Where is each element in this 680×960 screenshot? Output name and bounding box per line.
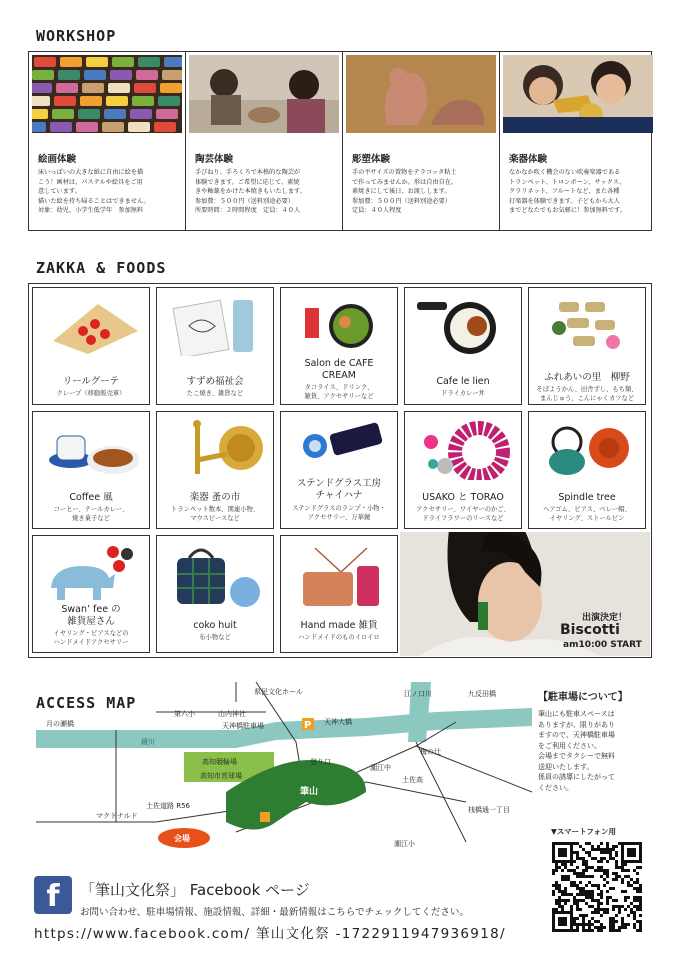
leather-bag-image <box>291 544 387 604</box>
map-label: 会場 <box>174 834 190 843</box>
vendor-card <box>156 411 274 529</box>
vendor-card <box>280 535 398 653</box>
vendor-card <box>32 411 150 529</box>
map-label: 筆山 <box>300 787 319 797</box>
vendor-card <box>156 287 274 405</box>
sushi-image <box>539 296 635 356</box>
map-label: 月の瀬橋 <box>46 720 74 728</box>
vendor-desc: ドライカレー丼 <box>441 390 485 397</box>
vendor-name: Spindle tree <box>558 492 616 503</box>
facebook-title: 「筆山文化祭」 Facebook ページ <box>80 881 310 899</box>
map-label: 九反田橋 <box>468 690 496 698</box>
access-heading: ACCESS MAP <box>36 694 137 712</box>
vendor-card <box>528 411 646 529</box>
parking-title: 【駐車場について】 <box>538 692 628 703</box>
map-label: 高知市営球場 <box>200 772 242 780</box>
crepe-image <box>43 296 139 356</box>
vendor-name: リールグーテ <box>62 376 120 387</box>
vendor-name: coko huit <box>193 620 237 631</box>
map-label: 桟橋通一丁目 <box>468 806 510 814</box>
vendor-name: Cafe le lien <box>436 376 490 387</box>
svg-text:P: P <box>304 720 312 731</box>
workshop-item <box>343 52 500 230</box>
sculpture-photo <box>346 55 496 133</box>
map-label: 登り口 <box>310 758 331 766</box>
workshop-title: 陶芸体験 <box>195 154 234 165</box>
vendor-desc: イヤリング・ピアスなどの ハンドメイドアクセサリー <box>53 630 129 646</box>
vendor-card <box>32 287 150 405</box>
vendor-desc: ヘアゴム、ピアス、ベレー帽、 イヤリング、ストールピン <box>543 506 631 522</box>
workshop-title: 絵画体験 <box>38 154 77 165</box>
smartphone-label: ▼スマートフォン用 <box>551 827 617 836</box>
vendor-desc: コーヒー、テールカレー、 焼き菓子など <box>53 506 129 522</box>
performer-name: Biscotti <box>560 622 620 638</box>
performer-photo <box>400 532 650 656</box>
parking-info <box>538 688 656 793</box>
vendor-desc: ハンドメイドのものイロイロ <box>298 634 380 641</box>
workshop-heading: WORKSHOP <box>36 27 117 45</box>
vendor-desc: 布小物など <box>199 634 231 641</box>
vendor-name: すずめ福祉会 <box>186 376 244 387</box>
map-label: 第六小 <box>174 710 195 718</box>
workshop-desc: 手の平サイズの置物をテラコッタ粘土 で作ってみませんか。形は自由自在。 素焼きにして後日、お渡しします。 参加費：５００円（送料別途必要） 定員：４０人程度 <box>352 169 458 215</box>
vendor-name: Swan’ fee の 雑貨屋さん <box>61 604 121 627</box>
map-label: 潮江小 <box>394 840 415 848</box>
performer-time: am10:00 START <box>563 640 642 650</box>
map-label: 梅の辻 <box>420 748 441 756</box>
map-label: マクドナルド <box>96 812 138 820</box>
vendor-desc: タコライス、ドリンク、 雑貨、アクセサリーなど <box>304 384 374 400</box>
parking-body: 筆山にも駐車スペースは ありますが、限りがあり ますので、天神橋駐車場 をご利用ください。 会場までタクシーで無料 送迎いたします。 係員の誘導にしたがって ください。 <box>538 710 615 792</box>
vendor-name: Coffee 風 <box>69 492 113 503</box>
vendor-name: Salon de CAFE CREAM <box>304 358 374 381</box>
vendor-desc: アクセサリー、ワイヤーのかご、 ドライフラワーのリースなど <box>416 506 510 522</box>
stained-glass-image <box>291 420 387 464</box>
pottery-photo <box>189 55 339 133</box>
map-label: 鏡川 <box>141 738 155 746</box>
vendor-card <box>404 287 522 405</box>
pastels-photo <box>32 55 182 133</box>
workshop-title: 彫塑体験 <box>352 154 391 165</box>
trumpet-kids-photo <box>503 55 653 133</box>
map-label: 天神橋駐車場 <box>222 722 264 730</box>
vendor-name: ステンドグラス工房 チャイハナ <box>296 478 382 501</box>
vendor-card <box>280 287 398 405</box>
vendor-name: USAKO と TORAO <box>422 492 504 503</box>
coffee-curry-image <box>43 420 139 480</box>
dry-curry-image <box>415 296 511 356</box>
fabric-bags-image <box>167 544 263 604</box>
sparrow-goods-image <box>167 296 263 356</box>
vendor-card <box>156 535 274 653</box>
map-label: 江ノ口川 <box>404 690 432 698</box>
beret-image <box>539 420 635 480</box>
workshop-panel <box>28 51 652 231</box>
rhino-figure-image <box>43 544 139 604</box>
vendor-name: Hand made 雑貨 <box>300 620 378 631</box>
workshop-desc: 床いっぱいの大きな紙に自由に絵を描 こう！画材は、パステルや絵具をご用 意しています。 描いた絵を持ち帰ることはできません。 対象：幼児、小学生低学年 参加無料 <box>38 169 150 215</box>
qr-code[interactable] <box>552 842 642 932</box>
map-label: 土佐道路 R56 <box>146 802 190 810</box>
vendor-desc: クレープ（移動販売車） <box>56 390 126 397</box>
vendor-desc: トランペット数本、関連小物、 マウスピースなど <box>170 506 260 522</box>
performer-label: 出演決定！ <box>582 613 628 623</box>
workshop-desc: 手びねり、手ろくろで本格的な陶芸が 体験できます。ご希望に応じて、素焼 きや釉薬をかけた本焼きもいたします。 参加費：５００円（送料別途必要） 所要時間：２時間程度 定員：４０人 <box>195 169 306 215</box>
vendor-card <box>528 287 646 405</box>
vendor-desc: ステンドグラスのランプ・小物・ アクセサリー、万華鏡 <box>292 505 386 521</box>
workshop-item <box>186 52 343 230</box>
facebook-subtitle: お問い合わせ、駐車場情報、施設情報、詳細・最新情報はこちらでチェックしてください。 <box>80 907 469 918</box>
facebook-logo-icon[interactable]: f <box>34 876 72 914</box>
vendor-desc: たこ焼き、雑貨など <box>186 390 244 397</box>
map-label: 県民文化ホール <box>254 688 303 696</box>
vendor-desc: そばようかん、田舎ずし、もち類、 まんじゅう、こんにゃくカツなど <box>536 386 638 402</box>
taco-rice-image <box>291 296 387 348</box>
facebook-url-link[interactable]: https://www.facebook.com/ 筆山文化祭 -1722911947936918/ <box>34 926 506 942</box>
zakka-heading: ZAKKA & FOODS <box>36 259 167 277</box>
access-map <box>36 682 532 860</box>
workshop-item <box>29 52 186 230</box>
workshop-title: 楽器体験 <box>509 154 548 165</box>
workshop-item <box>500 52 656 230</box>
wreath-image <box>415 420 511 480</box>
vendor-card <box>32 535 150 653</box>
vendor-name: ふれあいの里 柳野 <box>544 372 630 383</box>
workshop-desc: なかなか吹く機会のない吹奏楽器である トランペット、トロンボーン、サックス、 クラリネット、フルートなど、また各種 打楽器を体験できます。子どもから大人 までどなたでもお気軽に！参加無料です。 <box>509 169 627 215</box>
vendor-card <box>280 411 398 529</box>
trumpet-image <box>167 420 263 480</box>
map-label: 山内神社 <box>218 710 246 718</box>
map-label: 天神大橋 <box>324 718 352 726</box>
vendor-card <box>404 411 522 529</box>
map-label: 高知競輪場 <box>202 758 237 766</box>
vendor-name: 楽器 蚤の市 <box>189 492 241 503</box>
map-label: 土佐高 <box>402 776 423 784</box>
map-label: 潮江中 <box>370 764 391 772</box>
